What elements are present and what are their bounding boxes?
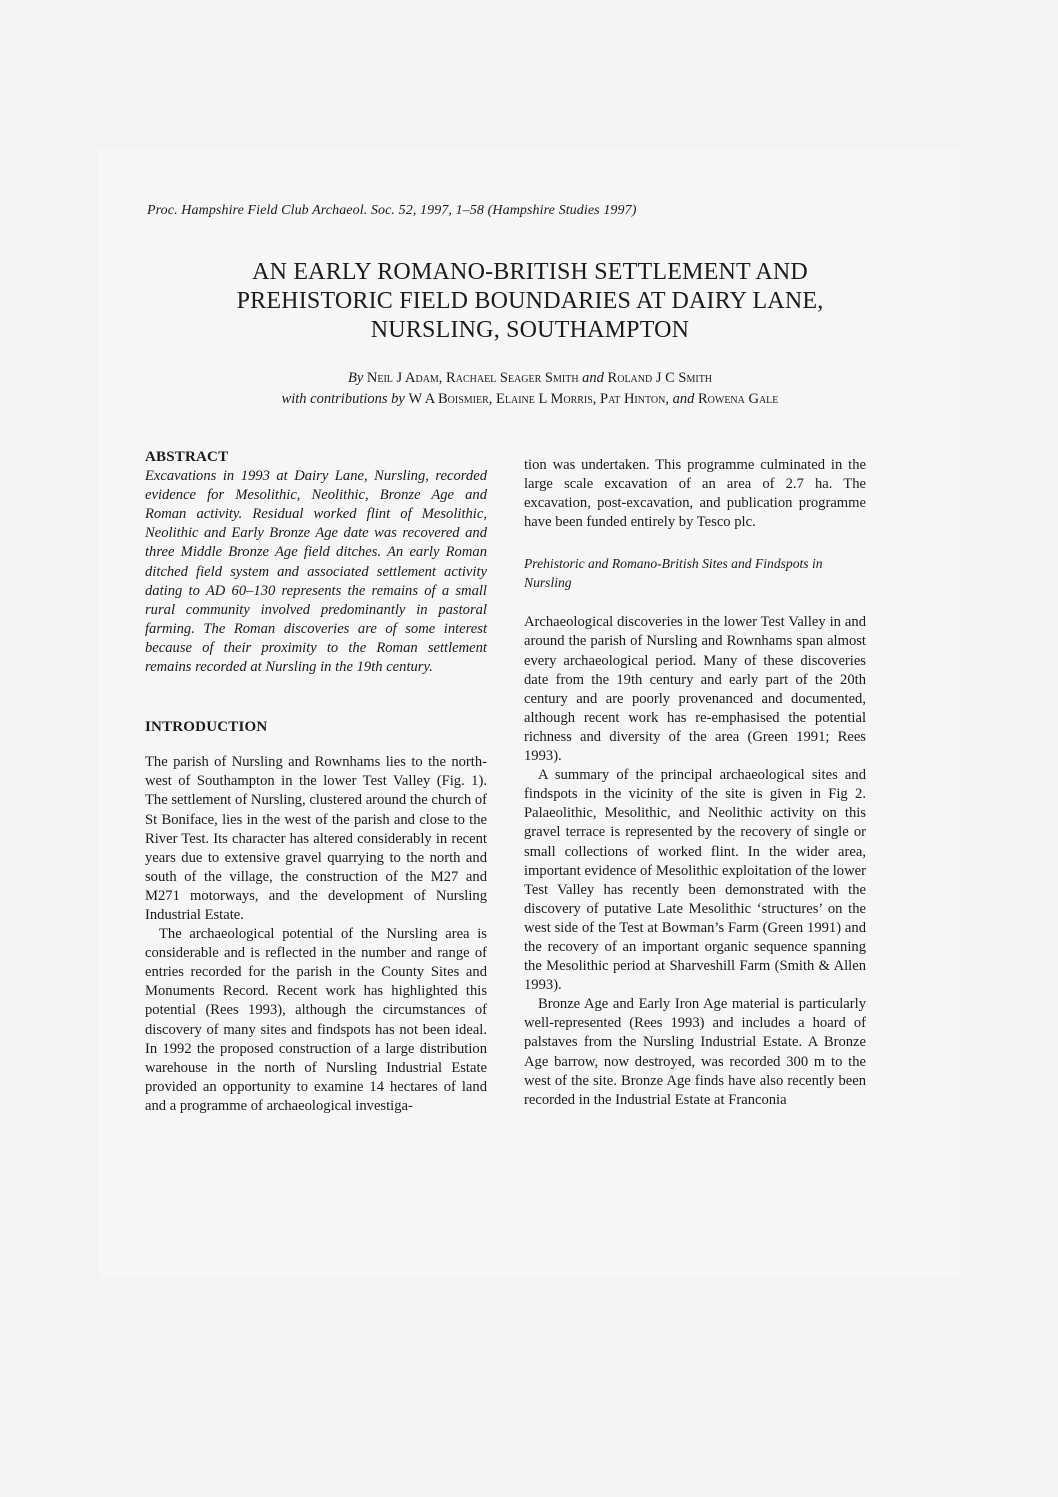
body-paragraph-1: Archaeological discoveries in the lower Test Valley in and around the parish of Nursling and Rownhams span almost every archaeological period. Many of these discoveries date from the 19th century and early part of the 20th century and are poorly provenanced and documented, although recent work has re-emphasised the potential richness and diversity of the area (Green 1991; Rees 1993). xyxy=(524,614,866,765)
title-line: NURSLING, SOUTHAMPTON xyxy=(370,317,690,343)
abstract-text: Excavations in 1993 at Dairy Lane, Nursling, recorded evidence for Mesolithic, Neolithic, Bronze Age and Roman activity. Residual worked flint of Mesolithic, Neolithic and Early Bronze Age date was recovered and three Middle Bronze Age field ditches. An early Roman ditched field system and associated settlement activity dating to AD 60–130 represents the remains of a small rural community involved predominantly in pastoral farming. The Roman discoveries are of some interest because of their proximity to the Roman settlement remains recorded at Nursling in the 19th century. xyxy=(145,468,487,676)
introduction-heading: INTRODUCTION xyxy=(145,719,268,736)
contributor-names: W A Boismier, Elaine L Morris, Pat Hinton, xyxy=(408,391,669,407)
by-label: By xyxy=(347,370,364,386)
intro-paragraph-1: The parish of Nursling and Rownhams lies to the north-west of Southampton in the lower Test Valley (Fig. 1). The settlement of Nursling, clustered around the church of St Boniface, lies in the west of the parish and close to the River Test. Its character has altered considerably in recent years due to extensive gravel quarrying to the north and south of the village, the construction of the M27 and M271 motorways, and the development of Nursling Industrial Estate. xyxy=(145,754,487,923)
intro-continuation: tion was undertaken. This programme culminated in the large scale excavation of an area of 2.7 ha. The excavation, post-excavation, and publication programme have been funded entirely by Tesco plc. xyxy=(524,457,866,531)
intro-paragraph-2: The archaeological potential of the Nursling area is considerable and is reflected in the number and range of entries recorded for the parish in the County Sites and Monuments Record. Recent work has highlighted this potential (Rees 1993), although the circumstances of discovery of many sites and findspots has not been ideal. In 1992 the proposed construction of a large distribution warehouse in the north of Nursling Industrial Estate provided an opportunity to examine 14 hectares of land and a programme of archaeological investiga- xyxy=(145,926,487,1114)
abstract-heading: ABSTRACT xyxy=(145,449,229,465)
body-paragraph-2: A summary of the principal archaeological sites and findspots in the vicinity of the site is given in Fig 2. Palaeolithic, Mesolithic, and Neolithic activity on this gravel terrace is represented by the recovery of single or small collections of worked flint. In the wider area, important evidence of Mesolithic exploitation of the lower Test Valley has recently been demonstrated with the discovery of putative Late Mesolithic ‘structures’ on the west side of the Test at Bowman’s Farm (Green 1991) and the recovery of an important organic sequence spanning the Mesolithic period at Sharveshill Farm (Smith & Allen 1993). xyxy=(524,767,866,994)
journal-citation: Proc. Hampshire Field Club Archaeol. Soc. 52, 1997, 1–58 (Hampshire Studies 1997) xyxy=(147,203,637,218)
section-subheading: Prehistoric and Romano-British Sites and Findspots in Nursling xyxy=(524,556,823,591)
contributions-label: with contributions by xyxy=(281,391,405,407)
article-title xyxy=(140,258,920,345)
contributor-last-name: Rowena Gale xyxy=(697,391,779,407)
contrib-and-label: and xyxy=(672,391,695,407)
and-label: and xyxy=(582,370,604,386)
author-names: Neil J Adam, Rachael Seager Smith xyxy=(366,370,579,386)
right-column xyxy=(524,456,866,1110)
contributors-line xyxy=(140,389,920,410)
left-column xyxy=(145,448,487,1116)
body-paragraph-3: Bronze Age and Early Iron Age material is particularly well-represented (Rees 1993) and includes a hoard of palstaves from the Nursling Industrial Estate. A Bronze Age barrow, now destroyed, was recorded 300 m to the west of the site. Bronze Age finds have also recently been recorded in the Industrial Estate at Franconia xyxy=(524,996,866,1108)
author-last-name: Roland J C Smith xyxy=(607,370,713,386)
title-line: PREHISTORIC FIELD BOUNDARIES AT DAIRY LANE, xyxy=(236,288,824,314)
title-line: AN EARLY ROMANO-BRITISH SETTLEMENT AND xyxy=(252,259,808,285)
author-block xyxy=(140,368,920,410)
author-line xyxy=(140,368,920,389)
